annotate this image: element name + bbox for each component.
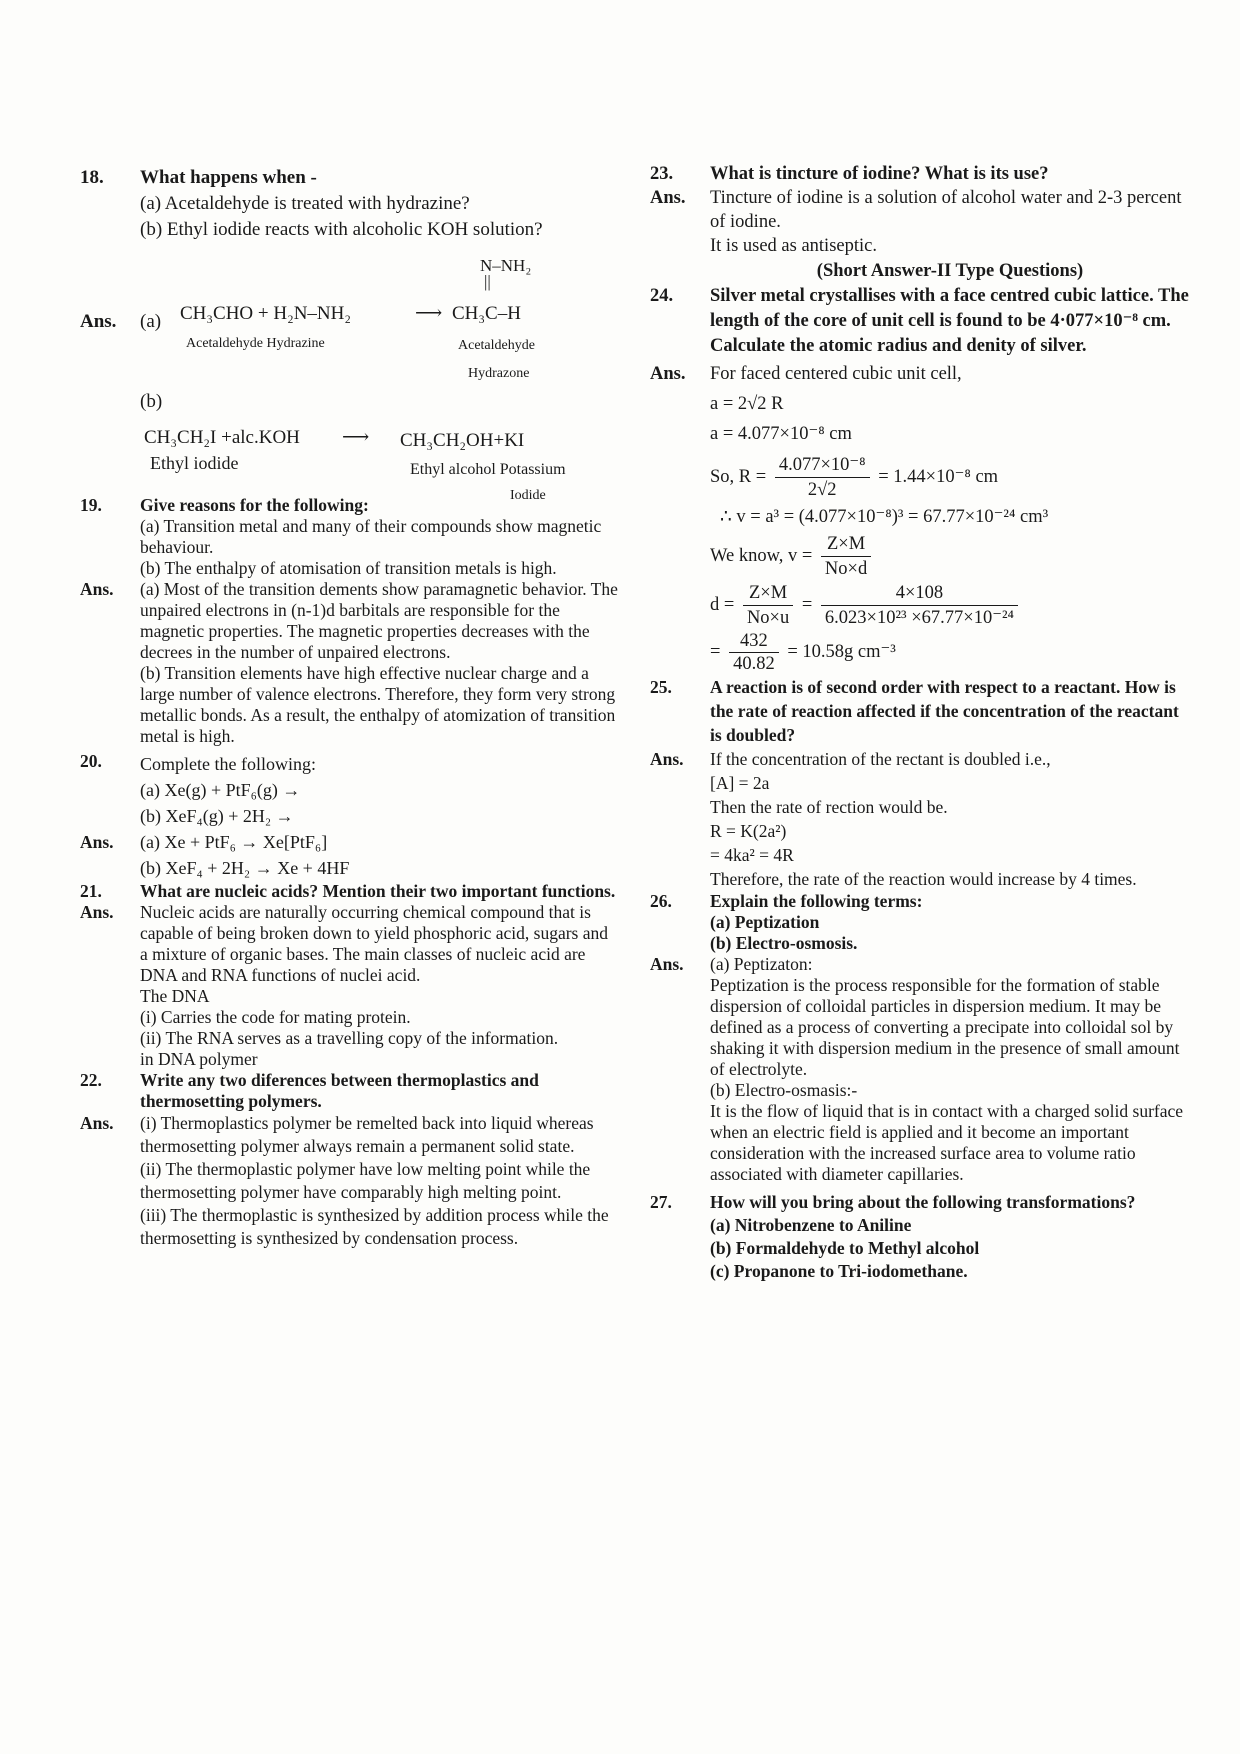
- question-part-a: (a) Xe(g) + PtF₆(g) →: [140, 780, 301, 800]
- question-number: 26.: [650, 891, 672, 911]
- question-number: 18.: [80, 167, 104, 188]
- answer-25: [650, 747, 1190, 891]
- question-19: [80, 495, 620, 579]
- question-number: 23.: [650, 164, 674, 184]
- answer-label: Ans.: [80, 579, 114, 599]
- reaction-a-product: CH₃C–H: [452, 303, 521, 324]
- answer-line-4: R = K(2a²): [710, 821, 787, 841]
- answer-18: [80, 255, 620, 503]
- question-23: [650, 162, 1190, 186]
- question-number: 21.: [80, 881, 102, 901]
- answer-21: [80, 902, 620, 1070]
- answer-a-text: Peptization is the process responsible for the formation of stable dispersion of colloidal particles in dispersion medium. It may be defined as a process of converting a precipate into colloidal sol by shaking it with dispersion medium in the presence of small amount of electrolyte.: [710, 975, 1180, 1079]
- question-part-b: (b) Ethyl iodide reacts with alcoholic KOH solution?: [140, 219, 543, 240]
- answer-part-a: (a) Most of the transition dements show paramagnetic behavior. The unpaired electrons in (n-1)d barbitals are responsible for the magnetic properties. The magnetic properties decreases with the decrees in the number of unpaired electrons.: [140, 579, 618, 662]
- question-number: 19.: [80, 495, 102, 515]
- question-title: Explain the following terms:: [710, 891, 923, 911]
- question-number: 27.: [650, 1192, 672, 1212]
- answer-point-i: (i) Thermoplastics polymer be remelted back into liquid whereas thermosetting polymer always remain a permanent solid state.: [140, 1113, 594, 1156]
- question-25: [650, 675, 1190, 747]
- answer-24: [650, 359, 1190, 675]
- question-part-b: (b) Formaldehyde to Methyl alcohol: [710, 1238, 980, 1258]
- answer-dna: The DNA: [140, 986, 210, 1006]
- answer-label: Ans.: [650, 364, 686, 384]
- question-22: [80, 1070, 620, 1112]
- answer-point-i: (i) Carries the code for mating protein.: [140, 1007, 411, 1027]
- question-title: Silver metal crystallises with a face centred cubic lattice. The length of the core of unit cell is found to be 4·077×10⁻⁸ cm. Calculate the atomic radius and denity of silver.: [710, 286, 1189, 356]
- answer-22: [80, 1112, 620, 1250]
- question-21: [80, 881, 620, 902]
- answer-part-a: (a) Xe + PtF₆ → Xe[PtF₆]: [140, 832, 328, 852]
- answer-label: Ans.: [650, 954, 684, 974]
- question-part-a: (a) Nitrobenzene to Aniline: [710, 1215, 912, 1235]
- answer-point-iii: (iii) The thermoplastic is synthesized by addition process while the thermosetting is synthesized by condensation process.: [140, 1205, 609, 1248]
- question-number: 22.: [80, 1070, 102, 1090]
- density-calc: d = $\frac{Z\times M}{No\times u}$ = $\frac{4\times 108}{\text{6.023×10²³ ×67.77×10⁻²⁴}}$: [710, 581, 1190, 630]
- question-title: How will you bring about the following transformations?: [710, 1192, 1136, 1212]
- answer-text: Tincture of iodine is a solution of alcohol water and 2-3 percent of iodine.: [710, 188, 1182, 232]
- question-part-a: (a) Peptization: [710, 912, 820, 932]
- question-title: What is tincture of iodine? What is its use?: [710, 164, 1049, 184]
- section-heading: (Short Answer-II Type Questions): [816, 261, 1084, 281]
- reaction-a-label-left: Acetaldehyde Hydrazine: [186, 336, 325, 351]
- reaction-b-label-right2: Iodide: [510, 488, 546, 503]
- product-top: N–NH₂: [480, 256, 532, 275]
- question-number: 25.: [650, 677, 672, 697]
- question-part-a: (a) Acetaldehyde is treated with hydrazine?: [140, 193, 470, 214]
- fraction: $\frac{Z\times M}{No\times d}$: [821, 532, 871, 581]
- question-part-b: (b) Electro-osmosis.: [710, 933, 858, 953]
- reaction-a-label-right: Acetaldehyde: [458, 338, 535, 353]
- fraction: $\frac{4\times 108}{\text{6.023×10²³ ×67.77×10⁻²⁴}}$: [821, 581, 1018, 630]
- question-18: [80, 165, 620, 243]
- question-title: Write any two diferences between thermoplastics and thermosetting polymers.: [140, 1070, 539, 1111]
- answer-point-ii: (ii) The thermoplastic polymer have low melting point while the thermosetting polymer have comparably high melting point.: [140, 1159, 591, 1202]
- density-result: = $\frac{432}{40.82}$ = 10.58g cm⁻³: [710, 631, 896, 674]
- right-column: [650, 162, 1190, 1283]
- answer-line-1: For faced centered cubic unit cell,: [710, 364, 962, 384]
- fraction: $\frac{432}{40.82}$: [729, 630, 779, 675]
- product-bond: ||: [484, 272, 491, 291]
- answer-label: Ans.: [650, 188, 686, 208]
- reaction-b-label-left: Ethyl iodide: [150, 453, 239, 473]
- part-b-label: (b): [140, 391, 163, 412]
- question-part-a: (a) Transition metal and many of their compounds show magnetic behaviour.: [140, 516, 602, 557]
- answer-b-text: It is the flow of liquid that is in contact with a charged solid surface when an electric field is applied and it become an important consideration with the increased surface area to volume ratio associated with diameter capillaries.: [710, 1101, 1184, 1184]
- question-24: [650, 284, 1190, 359]
- density-formula: We know, v = $\frac{Z\times M}{No\times d}$: [710, 532, 1190, 581]
- answer-part-b: (b) Transition elements have high effective nuclear charge and a large number of valence electrons. Therefore, they form very strong metallic bonds. As a result, the enthalpy of atomization of transition metal is high.: [140, 663, 616, 746]
- fraction: $\frac{Z\times M}{No\times u}$: [743, 581, 793, 630]
- answer-point-ii: (ii) The RNA serves as a travelling copy of the information.: [140, 1028, 559, 1048]
- radius-equation: So, R = $\frac{\text{4.077×10⁻⁸}}{2√2}$ = 1.44×10⁻⁸ cm: [710, 455, 999, 500]
- question-part-b: (b) The enthalpy of atomisation of transition metals is high.: [140, 558, 557, 578]
- answer-tail: in DNA polymer: [140, 1049, 258, 1069]
- arrow-icon: ⟶: [342, 427, 370, 448]
- answer-label: Ans.: [650, 749, 684, 769]
- reaction-a-reactants: CH₃CHO + H₂N–NH₂: [180, 303, 351, 324]
- answer-text: Nucleic acids are naturally occurring chemical compound that is capable of being broken down to yield phosphoric acid, sugars and a mixture of organic bases. The main classes of nucleic acid are DNA and RNA functions of nuclei acid.: [140, 902, 608, 985]
- reaction-b-products: CH₃CH₂OH+KI: [400, 430, 525, 451]
- answer-label: Ans.: [80, 902, 114, 922]
- answer-label: Ans.: [80, 832, 114, 852]
- question-title: Give reasons for the following:: [140, 495, 369, 515]
- reaction-a-label-right2: Hydrazone: [468, 366, 530, 381]
- answer-20: [80, 829, 620, 881]
- answer-23: [650, 186, 1190, 258]
- part-a-label: (a): [140, 311, 162, 332]
- answer-label: Ans.: [80, 311, 117, 332]
- answer-use: It is used as antiseptic.: [710, 236, 877, 256]
- reaction-b-reactants: CH₃CH₂I +alc.KOH: [144, 427, 300, 448]
- question-number: 20.: [80, 751, 102, 771]
- answer-line-1: If the concentration of the rectant is doubled i.e.,: [710, 749, 1051, 769]
- question-title: What happens when -: [140, 167, 317, 188]
- question-20: [80, 751, 620, 829]
- reaction-a-product-group: [480, 255, 532, 291]
- reaction-b-label-right: Ethyl alcohol Potassium: [410, 461, 566, 478]
- question-26: [650, 891, 1190, 954]
- question-title: A reaction is of second order with respect to a reactant. How is the rate of reaction affected if the concentration of the reactant is doubled?: [710, 677, 1179, 745]
- answer-line-5: = 4ka² = 4R: [710, 845, 794, 865]
- question-title: What are nucleic acids? Mention their two important functions.: [140, 881, 616, 901]
- question-part-c: (c) Propanone to Tri-iodomethane.: [710, 1261, 968, 1281]
- answer-19: [80, 579, 620, 747]
- answer-26: [650, 954, 1190, 1185]
- answer-line-3: a = 4.077×10⁻⁸ cm: [710, 424, 852, 444]
- question-title: Complete the following:: [140, 754, 316, 774]
- fraction: $\frac{\text{4.077×10⁻⁸}}{2√2}$: [775, 453, 870, 502]
- volume-equation: ∴ v = a³ = (4.077×10⁻⁸)³ = 67.77×10⁻²⁴ cm³: [720, 507, 1049, 527]
- answer-part-b: (b) XeF₄ + 2H₂ → Xe + 4HF: [140, 858, 350, 878]
- answer-line-3: Then the rate of rection would be.: [710, 797, 948, 817]
- answer-a-heading: (a) Peptizaton:: [710, 954, 813, 974]
- question-27: [650, 1191, 1190, 1283]
- question-part-b: (b) XeF₄(g) + 2H₂ →: [140, 806, 294, 826]
- answer-line-6: Therefore, the rate of the reaction would increase by 4 times.: [710, 869, 1137, 889]
- answer-label: Ans.: [80, 1113, 114, 1133]
- answer-line-2: a = 2√2 R: [710, 394, 784, 414]
- question-number: 24.: [650, 286, 674, 306]
- answer-b-heading: (b) Electro-osmasis:-: [710, 1080, 858, 1100]
- left-column: [80, 165, 620, 1250]
- answer-line-2: [A] = 2a: [710, 773, 770, 793]
- arrow-icon: ⟶: [415, 303, 443, 324]
